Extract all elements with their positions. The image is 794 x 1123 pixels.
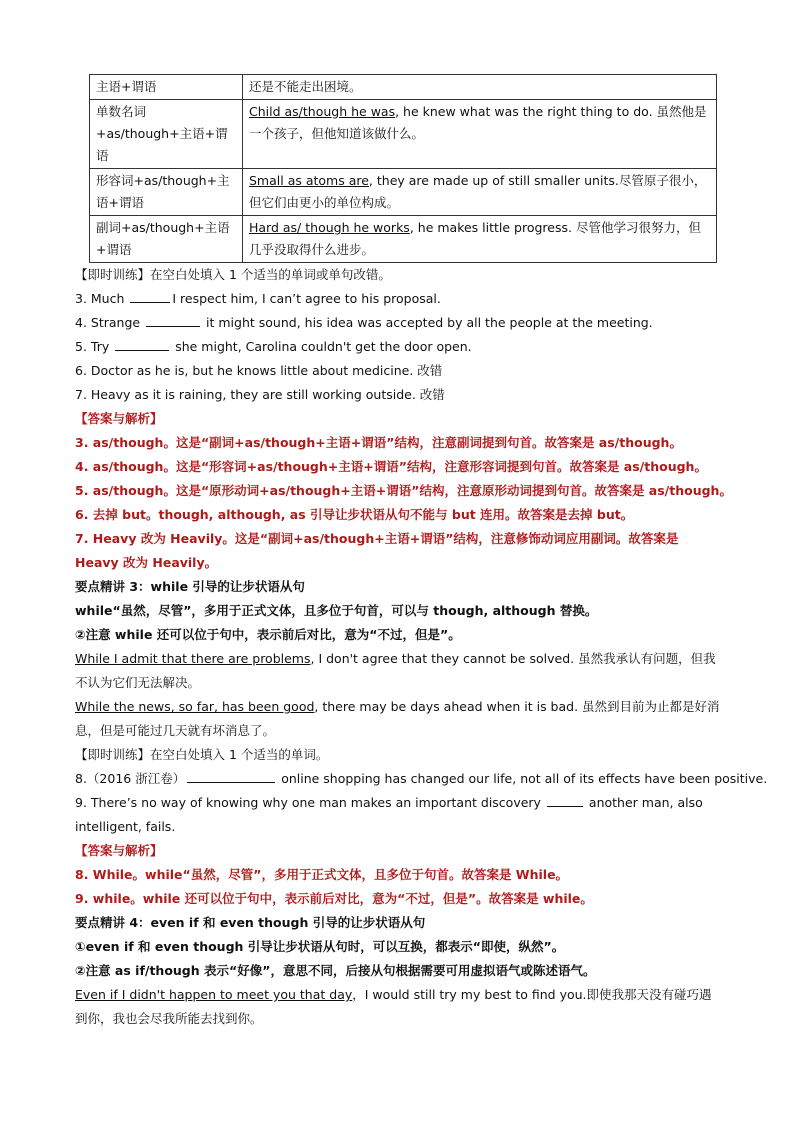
example-text: ，I would still try my best to find you.即使我那天没有碰巧遇到你，我也会尽我所能去找到你。 bbox=[75, 987, 712, 1026]
example-text: , he knew what was the right thing to do. 虽然他是一个孩子，但他知道该做什么。 bbox=[249, 104, 707, 141]
table-row bbox=[90, 216, 717, 263]
question-text: online shopping has changed our life, not all of its effects have been positive. bbox=[277, 771, 768, 786]
structure-cell: 副词+as/though+主语+谓语 bbox=[90, 216, 243, 263]
question-text: 5. Try bbox=[75, 339, 114, 354]
question-text: 4. Strange bbox=[75, 315, 145, 330]
point-4-note-1: ①even if 和 even though 引导让步状语从句时，可以互换，都表示“即使，纵然”。 bbox=[75, 939, 565, 954]
answer-blank bbox=[146, 312, 200, 327]
answer-9: 9. while。while 还可以位于句中，表示前后对比，意为“不过，但是”。故答案是 while。 bbox=[75, 891, 593, 906]
document-page bbox=[75, 74, 768, 1031]
question-text: 8.（2016 浙江卷） bbox=[75, 771, 186, 786]
question-8 bbox=[75, 767, 768, 791]
question-text: she might, Carolina couldn't get the door open. bbox=[171, 339, 472, 354]
question-3 bbox=[75, 287, 720, 311]
point-4-example-1 bbox=[75, 983, 720, 1031]
example-underlined: Hard as/ though he works bbox=[249, 220, 410, 235]
structure-cell: 形容词+as/though+主语+谓语 bbox=[90, 169, 243, 216]
answer-7: 7. Heavy 改为 Heavily。这是“副词+as/though+主语+谓语”结构，注意修饰动词应用副词。故答案是 Heavy 改为 Heavily。 bbox=[75, 531, 679, 570]
point-3-example-1 bbox=[75, 647, 720, 695]
answers-heading: 【答案与解析】 bbox=[75, 843, 163, 858]
example-cell bbox=[243, 169, 717, 216]
question-text: another man, also intelligent, fails. bbox=[75, 795, 703, 834]
question-text: 9. There’s no way of knowing why one man makes an important discovery bbox=[75, 795, 545, 810]
example-text: , they are made up of still smaller units.尽管原子很小，但它们由更小的单位构成。 bbox=[249, 173, 707, 210]
question-text: I respect him, I can’t agree to his proposal. bbox=[172, 291, 441, 306]
structure-cell: 单数名词+as/though+主语+谓语 bbox=[90, 100, 243, 169]
answer-blank bbox=[547, 792, 583, 807]
practice-heading: 【即时训练】在空白处填入 1 个适当的单词或单句改错。 bbox=[75, 267, 391, 282]
example-text: , there may be days ahead when it is bad. 虽然到目前为止都是好消息，但是可能过几天就有坏消息了。 bbox=[75, 699, 720, 738]
example-underlined: Small as atoms are bbox=[249, 173, 369, 188]
question-7: 7. Heavy as it is raining, they are still working outside. 改错 bbox=[75, 387, 445, 402]
grammar-table bbox=[89, 74, 717, 263]
example-text: , he makes little progress. 尽管他学习很努力，但几乎没取得什么进步。 bbox=[249, 220, 701, 257]
structure-cell: 主语+谓语 bbox=[90, 75, 243, 100]
table-row bbox=[90, 169, 717, 216]
example-text: , I don't agree that they cannot be solved. 虽然我承认有问题，但我不认为它们无法解决。 bbox=[75, 651, 716, 690]
question-text: it might sound, his idea was accepted by all the people at the meeting. bbox=[202, 315, 653, 330]
table-row bbox=[90, 100, 717, 169]
answer-blank bbox=[130, 288, 170, 303]
question-text: 3. Much bbox=[75, 291, 129, 306]
example-underlined: Child as/though he was bbox=[249, 104, 396, 119]
answer-blank bbox=[187, 768, 275, 783]
question-9 bbox=[75, 791, 720, 839]
question-4 bbox=[75, 311, 720, 335]
point-4-heading: 要点精讲 4：even if 和 even though 引导的让步状语从句 bbox=[75, 915, 426, 930]
point-4-note-2: ②注意 as if/though 表示“好像”，意思不同，后接从句根据需要可用虚拟语气或陈述语气。 bbox=[75, 963, 596, 978]
question-5 bbox=[75, 335, 720, 359]
point-3-note-1: while“虽然，尽管”，多用于正式文体，且多位于句首，可以与 though, although 替换。 bbox=[75, 603, 598, 618]
example-underlined: While I admit that there are problems bbox=[75, 651, 311, 666]
example-cell bbox=[243, 75, 717, 100]
answer-4: 4. as/though。这是“形容词+as/though+主语+谓语”结构，注意形容词提到句首。故答案是 as/though。 bbox=[75, 459, 707, 474]
answers-heading: 【答案与解析】 bbox=[75, 411, 163, 426]
table-row bbox=[90, 75, 717, 100]
example-cell bbox=[243, 100, 717, 169]
answer-3: 3. as/though。这是“副词+as/though+主语+谓语”结构，注意副词提到句首。故答案是 as/though。 bbox=[75, 435, 682, 450]
point-3-note-2: ②注意 while 还可以位于句中，表示前后对比，意为“不过，但是”。 bbox=[75, 627, 461, 642]
example-text: 还是不能走出困境。 bbox=[249, 79, 362, 94]
example-cell bbox=[243, 216, 717, 263]
example-underlined: Even if I didn't happen to meet you that day bbox=[75, 987, 353, 1002]
answer-blank bbox=[115, 336, 169, 351]
practice-heading: 【即时训练】在空白处填入 1 个适当的单词。 bbox=[75, 747, 329, 762]
question-6: 6. Doctor as he is, but he knows little about medicine. 改错 bbox=[75, 363, 443, 378]
example-underlined: While the news, so far, has been good bbox=[75, 699, 315, 714]
point-3-example-2 bbox=[75, 695, 720, 743]
point-3-heading: 要点精讲 3：while 引导的让步状语从句 bbox=[75, 579, 305, 594]
answer-8: 8. While。while“虽然，尽管”，多用于正式文体，且多位于句首。故答案是 While。 bbox=[75, 867, 569, 882]
answer-5: 5. as/though。这是“原形动词+as/though+主语+谓语”结构，注意原形动词提到句首。故答案是 as/though。 bbox=[75, 483, 732, 498]
answer-6: 6. 去掉 but。though, although, as 引导让步状语从句不能与 but 连用。故答案是去掉 but。 bbox=[75, 507, 634, 522]
